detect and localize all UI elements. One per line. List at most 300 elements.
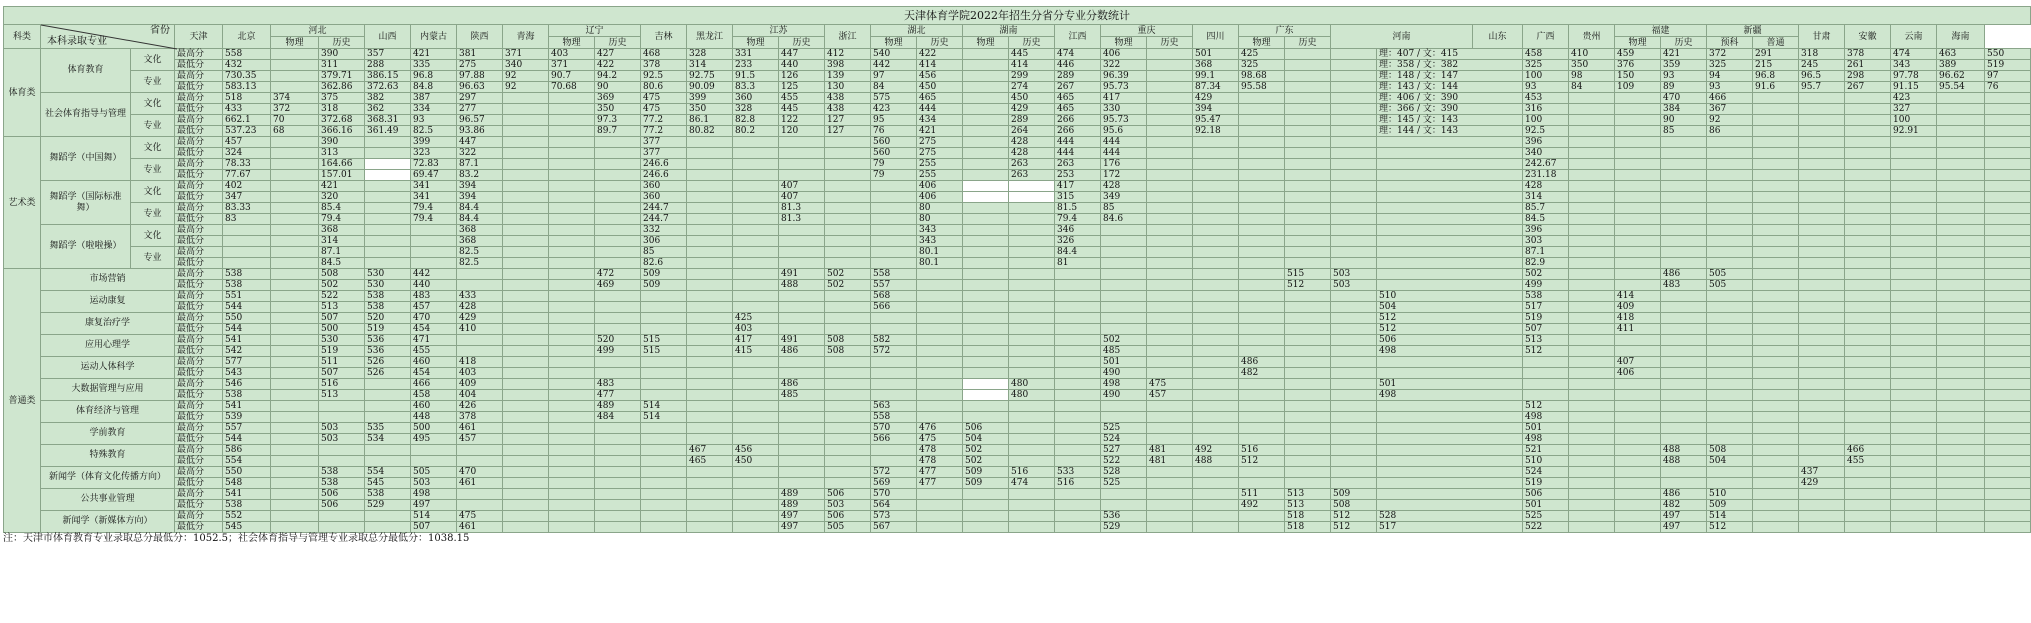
score-cell [1753,181,1799,192]
score-cell: 491 [779,269,825,280]
score-cell: 535 [365,423,411,434]
score-cell [1147,280,1193,291]
score-cell: 139 [825,71,871,82]
score-cell [1707,335,1753,346]
score-cell [1147,104,1193,115]
score-cell: 298 [1845,71,1891,82]
score-type: 最低分 [175,456,223,467]
score-cell: 509 [963,467,1009,478]
score-cell [1377,445,1523,456]
score-cell: 509 [1707,500,1753,511]
score-cell: 86.1 [687,115,733,126]
score-cell: 505 [411,467,457,478]
score-cell [1147,225,1193,236]
score-cell: 512 [1331,511,1377,522]
score-cell [1331,456,1377,467]
table-row [4,104,2031,115]
score-cell: 550 [223,313,271,324]
score-cell [1799,401,1845,412]
score-cell [871,324,917,335]
province-header: 山西 [365,25,411,49]
score-cell [1377,148,1523,159]
score-cell [733,467,779,478]
score-cell: 511 [1239,489,1285,500]
score-cell: 447 [457,137,503,148]
score-cell: 485 [779,390,825,401]
score-cell [1377,258,1523,269]
score-cell: 540 [871,49,917,60]
score-cell [549,93,595,104]
score-cell: 536 [365,335,411,346]
score-cell [1055,522,1101,533]
score-cell [1239,181,1285,192]
category-yishu: 艺术类 [4,137,41,269]
score-cell [1985,302,2031,313]
score-cell [503,93,549,104]
score-cell [411,236,457,247]
score-cell [1331,115,1377,126]
score-cell [1845,159,1891,170]
score-cell: 491 [779,335,825,346]
score-cell [1285,170,1331,181]
score-cell: 97 [1985,71,2031,82]
score-cell [1285,104,1331,115]
score-cell [687,489,733,500]
score-cell [319,401,365,412]
score-cell [1569,379,1615,390]
score-cell [1285,335,1331,346]
score-cell: 508 [825,335,871,346]
score-cell [1799,126,1845,137]
table-row [4,291,2031,302]
score-cell: 299 [1009,71,1055,82]
score-cell [1331,126,1377,137]
score-cell: 440 [779,60,825,71]
score-cell: 422 [595,60,641,71]
score-cell [1009,456,1055,467]
score-cell: 81.3 [779,203,825,214]
score-cell: 93.86 [457,126,503,137]
score-cell [1101,236,1147,247]
score-cell [1845,434,1891,445]
score-cell: 444 [1055,148,1101,159]
major-name: 公共事业管理 [41,489,175,511]
score-cell [365,192,411,203]
score-cell [1661,203,1707,214]
province-header: 贵州 [1569,25,1615,49]
score-cell: 231.18 [1523,170,1569,181]
score-cell [1985,137,2031,148]
score-cell [1377,225,1523,236]
score-cell [1239,302,1285,313]
score-cell [365,511,411,522]
score-cell [549,445,595,456]
score-cell [1055,346,1101,357]
score-cell [1845,236,1891,247]
score-cell [1569,192,1615,203]
score-cell [1891,346,1937,357]
score-cell [1799,522,1845,533]
score-cell [365,159,411,170]
score-cell [271,390,319,401]
score-cell: 80 [917,203,963,214]
score-cell: 518 [1285,511,1331,522]
score-cell [1615,225,1661,236]
score-cell [1285,390,1331,401]
score-cell [1845,280,1891,291]
score-cell: 490 [1101,390,1147,401]
score-cell: 314 [319,236,365,247]
score-cell: 176 [1101,159,1147,170]
score-table [3,6,2031,533]
score-cell: 313 [319,148,365,159]
score-cell [1331,203,1377,214]
score-cell [1147,500,1193,511]
score-cell [1661,478,1707,489]
score-cell: 560 [871,148,917,159]
score-cell [1661,291,1707,302]
score-cell [549,214,595,225]
score-cell [1239,390,1285,401]
score-type: 最低分 [175,346,223,357]
score-cell: 423 [1891,93,1937,104]
score-cell [1331,71,1377,82]
score-cell: 427 [595,49,641,60]
score-type: 最高分 [175,489,223,500]
score-cell [1239,214,1285,225]
score-cell: 80 [917,214,963,225]
score-cell: 84.6 [1101,214,1147,225]
score-cell [963,302,1009,313]
score-cell [1331,159,1377,170]
score-cell [1937,148,1985,159]
score-cell [1985,412,2031,423]
score-cell [1377,214,1523,225]
score-cell [1055,357,1101,368]
score-cell: 506 [963,423,1009,434]
score-cell [1937,269,1985,280]
province-header: 辽宁 [549,25,641,37]
score-cell [365,236,411,247]
score-cell: 理：148 / 文：147 [1377,71,1523,82]
score-cell: 525 [1101,423,1147,434]
score-cell: 463 [1937,49,1985,60]
score-cell [733,137,779,148]
header-diagonal [41,25,175,49]
score-cell [1615,390,1661,401]
score-cell [1799,280,1845,291]
subject-label: 文化 [131,225,175,247]
score-cell [1799,258,1845,269]
score-cell: 545 [365,478,411,489]
score-cell [1569,126,1615,137]
score-cell: 377 [641,148,687,159]
table-row [4,203,2031,214]
score-cell [1239,126,1285,137]
score-cell: 474 [1891,49,1937,60]
score-cell: 470 [457,467,503,478]
score-cell [1615,269,1661,280]
subject-header: 历史 [595,37,641,49]
score-cell [1147,247,1193,258]
score-cell: 477 [917,467,963,478]
score-cell: 486 [1661,489,1707,500]
score-cell [1009,280,1055,291]
score-cell: 390 [319,49,365,60]
score-cell [1331,302,1377,313]
score-cell [271,368,319,379]
score-cell [1753,203,1799,214]
score-cell: 457 [411,302,457,313]
score-cell [825,445,871,456]
score-type: 最高分 [175,401,223,412]
score-cell: 340 [503,60,549,71]
score-cell [1569,115,1615,126]
score-cell [1331,82,1377,93]
subject-header: 历史 [1009,37,1055,49]
score-cell [1615,137,1661,148]
score-cell: 471 [411,335,457,346]
score-cell [1985,115,2031,126]
score-cell [1239,225,1285,236]
score-cell [1055,269,1101,280]
score-cell: 理：143 / 文：144 [1377,82,1523,93]
score-type: 最高分 [175,203,223,214]
subject-label: 文化 [131,93,175,115]
score-cell: 526 [365,357,411,368]
score-cell: 406 [1101,49,1147,60]
score-cell [319,511,365,522]
score-cell: 509 [641,280,687,291]
score-cell [1055,500,1101,511]
score-cell [871,357,917,368]
score-cell [503,115,549,126]
score-cell [1753,522,1799,533]
score-cell [1661,357,1707,368]
score-cell [1569,423,1615,434]
score-type: 最低分 [175,280,223,291]
score-cell: 264 [1009,126,1055,137]
score-cell: 521 [1523,445,1569,456]
score-cell [1845,401,1891,412]
province-header: 河南 [1331,25,1473,49]
header-shengfen: 省份 [150,25,170,36]
score-cell: 506 [825,489,871,500]
score-cell [503,214,549,225]
score-cell [1707,368,1753,379]
score-cell [595,291,641,302]
score-cell: 520 [595,335,641,346]
score-cell [1799,357,1845,368]
score-cell [871,181,917,192]
score-cell: 483 [411,291,457,302]
table-row [4,115,2031,126]
score-cell: 454 [411,368,457,379]
score-cell [271,82,319,93]
subject-header: 物理 [1615,37,1661,49]
score-cell: 498 [1523,412,1569,423]
score-cell [1285,71,1331,82]
table-row [4,346,2031,357]
score-cell: 369 [595,93,641,104]
score-cell [733,489,779,500]
score-cell [779,357,825,368]
score-cell [733,192,779,203]
score-cell [1147,324,1193,335]
score-cell [1285,357,1331,368]
score-cell: 503 [319,434,365,445]
score-cell [963,335,1009,346]
score-cell: 475 [641,93,687,104]
score-cell: 560 [871,137,917,148]
table-row [4,137,2031,148]
score-cell [1239,104,1285,115]
score-cell [641,390,687,401]
score-cell: 508 [1707,445,1753,456]
score-type: 最高分 [175,423,223,434]
score-cell [1377,159,1523,170]
score-cell [917,500,963,511]
score-cell [1707,313,1753,324]
score-cell [1845,500,1891,511]
score-cell [271,203,319,214]
score-cell [1147,346,1193,357]
score-cell [1193,148,1239,159]
score-cell [825,313,871,324]
score-cell [687,269,733,280]
score-cell: 516 [319,379,365,390]
score-cell [457,346,503,357]
score-cell [1055,456,1101,467]
major-name: 舞蹈学（啦啦操） [41,225,131,269]
score-cell [1239,137,1285,148]
score-cell [271,500,319,511]
score-cell [549,434,595,445]
score-cell [1985,269,2031,280]
score-cell [1985,522,2031,533]
score-cell: 519 [365,324,411,335]
score-cell [733,269,779,280]
score-cell: 428 [1009,137,1055,148]
score-cell [687,379,733,390]
score-cell [779,247,825,258]
score-cell: 499 [1523,280,1569,291]
score-cell: 557 [223,423,271,434]
score-cell [1055,313,1101,324]
score-cell [411,258,457,269]
score-cell: 89 [1661,82,1707,93]
score-cell [1331,137,1377,148]
score-cell [1891,137,1937,148]
score-cell [825,401,871,412]
score-cell: 505 [1707,280,1753,291]
score-cell [1753,390,1799,401]
score-cell: 291 [1753,49,1799,60]
score-cell: 458 [411,390,457,401]
score-cell: 77.2 [641,115,687,126]
score-cell: 324 [223,148,271,159]
score-cell: 244.7 [641,214,687,225]
score-cell [1147,181,1193,192]
score-cell [1661,181,1707,192]
score-cell [917,368,963,379]
score-cell [687,357,733,368]
score-cell: 506 [319,489,365,500]
score-cell [825,236,871,247]
score-cell [641,456,687,467]
score-cell [1331,313,1377,324]
score-cell [687,170,733,181]
score-cell [1147,159,1193,170]
score-cell [687,159,733,170]
score-cell [1147,192,1193,203]
score-cell: 522 [1101,456,1147,467]
subject-label: 专业 [131,247,175,269]
score-cell [1285,368,1331,379]
score-cell [223,236,271,247]
score-cell [779,148,825,159]
score-cell [1937,511,1985,522]
score-cell [963,313,1009,324]
score-cell [871,379,917,390]
score-cell: 476 [917,423,963,434]
score-cell [1799,434,1845,445]
score-cell [1937,478,1985,489]
table-row [4,511,2031,522]
score-cell [365,522,411,533]
score-cell: 275 [917,137,963,148]
score-cell [733,203,779,214]
score-cell: 537.23 [223,126,271,137]
score-cell [1985,225,2031,236]
score-cell: 541 [223,489,271,500]
score-cell [271,379,319,390]
score-type: 最低分 [175,390,223,401]
score-cell [687,137,733,148]
score-cell [1707,236,1753,247]
score-cell [1707,357,1753,368]
score-cell: 501 [1101,357,1147,368]
score-cell: 84 [1569,82,1615,93]
score-cell: 263 [1009,159,1055,170]
score-type: 最低分 [175,214,223,225]
score-cell: 328 [733,104,779,115]
score-cell [1523,390,1569,401]
score-cell [595,302,641,313]
score-cell [1055,434,1101,445]
score-cell [1569,445,1615,456]
score-cell [1799,170,1845,181]
score-cell [1009,401,1055,412]
score-cell [733,511,779,522]
score-cell: 360 [641,192,687,203]
score-cell: 485 [1101,346,1147,357]
score-cell: 468 [641,49,687,60]
score-cell [1009,357,1055,368]
score-cell [1285,192,1331,203]
subject-header: 物理 [271,37,319,49]
score-cell [917,390,963,401]
score-cell [1661,137,1707,148]
score-cell [1985,456,2031,467]
score-cell [1799,225,1845,236]
score-cell: 126 [779,71,825,82]
score-cell: 558 [223,49,271,60]
score-cell: 403 [733,324,779,335]
score-cell: 314 [1523,192,1569,203]
score-cell [1845,357,1891,368]
score-cell: 267 [1055,82,1101,93]
